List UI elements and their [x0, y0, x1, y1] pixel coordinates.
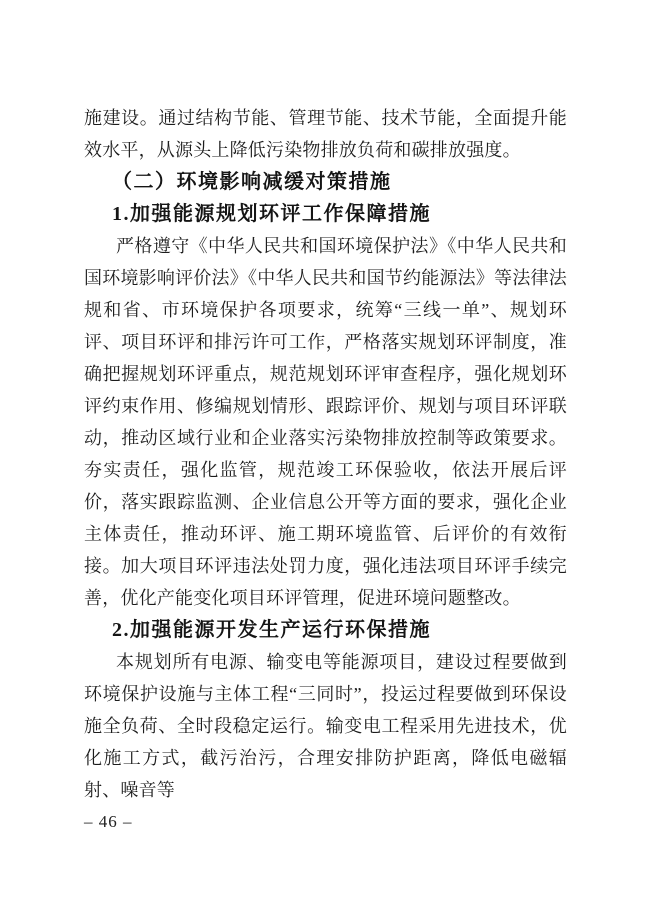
- subsection-heading-2: 2.加强能源开发生产运行环保措施: [112, 619, 431, 641]
- page-number: – 46 –: [84, 812, 133, 831]
- body-paragraph-2: 本规划所有电源、输变电等能源项目，建设过程要做到环境保护设施与主体工程“三同时”，投运过程要做到环保设施全负荷、全时段稳定运行。输变电工程采用先进技术，优化施工方式，截污治污，合理安排防护距离，降低电磁辐射、噪音等: [84, 652, 567, 800]
- section-heading: （二）环境影响减缓对策措施: [112, 171, 392, 193]
- document-body: [84, 102, 567, 806]
- subsection-heading-1: 1.加强能源规划环评工作保障措施: [112, 203, 431, 225]
- body-paragraph-continuation: 施建设。通过结构节能、管理节能、技术节能，全面提升能效水平，从源头上降低污染物排放负荷和碳排放强度。: [84, 108, 567, 160]
- body-paragraph-1: 严格遵守《中华人民共和国环境保护法》《中华人民共和国环境影响评价法》《中华人民共和国节约能源法》等法律法规和省、市环境保护各项要求，统筹“三线一单”、规划环评、项目环评和排污许可工作，严格落实规划环评制度，准确把握规划环评重点，规范规划环评审查程序，强化规划环评约束作用、修编规划情形、跟踪评价、规划与项目环评联动，推动区域行业和企业落实污染物排放控制等政策要求。夯实责任，强化监管，规范竣工环保验收，依法开展后评价，落实跟踪监测、企业信息公开等方面的要求，强化企业主体责任，推动环评、施工期环境监管、后评价的有效衔接。加大项目环评违法处罚力度，强化违法项目环评手续完善，优化产能变化项目环评管理，促进环境问题整改。: [84, 236, 567, 608]
